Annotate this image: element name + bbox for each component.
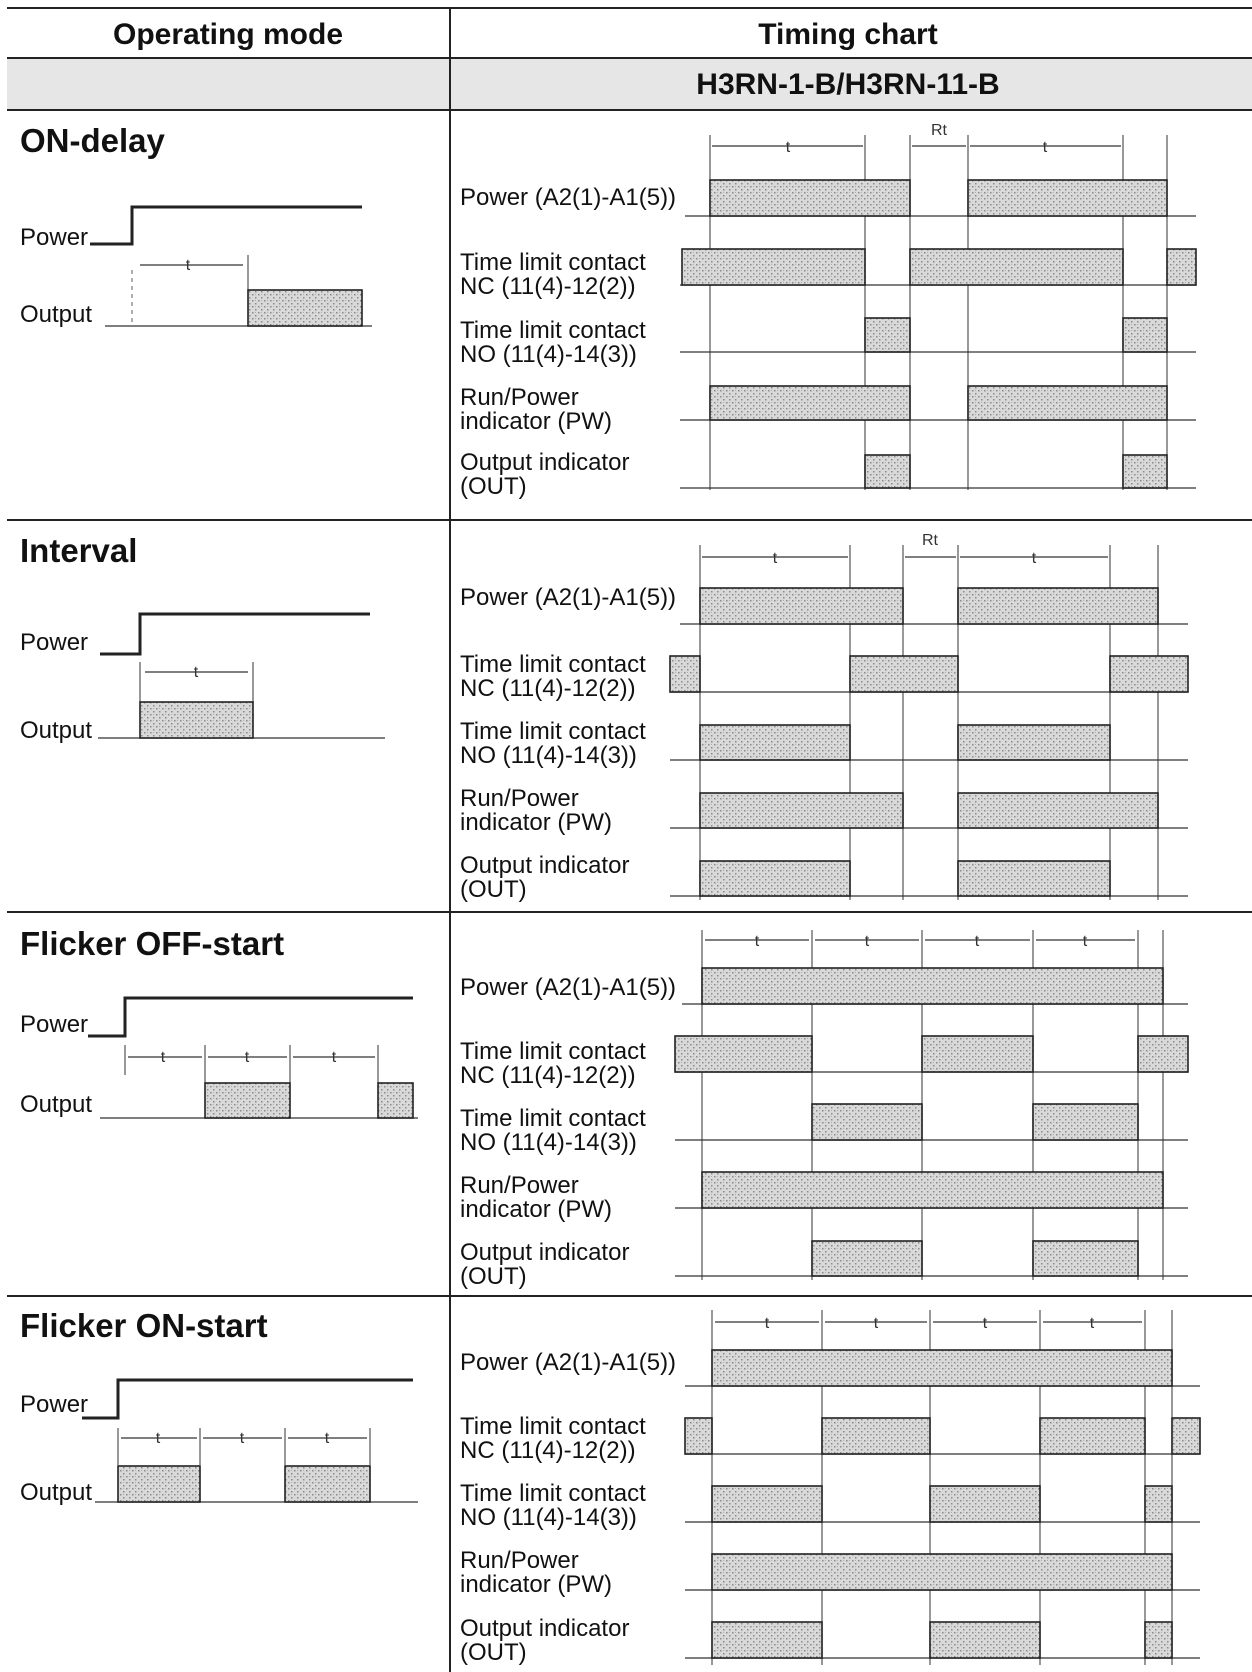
signal-label-out-2: (OUT) — [460, 1639, 527, 1666]
signal-label-nc-2: NC (11(4)-12(2)) — [460, 1062, 636, 1089]
t-label: t — [982, 1315, 988, 1332]
no-pulse — [1145, 1486, 1172, 1522]
rt-label: Rt — [922, 532, 938, 549]
out-pulse — [712, 1622, 822, 1658]
signal-label-pw: Run/Power — [460, 384, 579, 411]
signal-label-pw: Run/Power — [460, 785, 579, 812]
nc-pulse — [822, 1418, 930, 1454]
power-waveform — [82, 1380, 413, 1418]
power-waveform — [88, 998, 413, 1036]
signal-label-out: Output indicator — [460, 449, 630, 476]
signal-label-power: Power (A2(1)-A1(5)) — [460, 974, 677, 1001]
t-label: t — [764, 1315, 770, 1332]
power-pulse — [700, 588, 903, 624]
mode-title: Interval — [20, 532, 138, 569]
rt-label: Rt — [931, 122, 947, 139]
power-waveform — [100, 614, 370, 654]
t-label: t — [1031, 550, 1037, 567]
signal-label-no-2: NO (11(4)-14(3)) — [460, 1504, 637, 1531]
output-label: Output — [20, 301, 93, 328]
pw-pulse — [702, 1172, 1163, 1208]
signal-label-nc: Time limit contact — [460, 249, 646, 276]
timing-labels — [460, 184, 676, 500]
power-pulse — [712, 1350, 1172, 1386]
signal-label-nc: Time limit contact — [460, 1413, 646, 1440]
out-pulse — [865, 455, 910, 488]
output-label: Output — [20, 1091, 93, 1118]
t-label: t — [239, 1430, 245, 1447]
t-label: t — [754, 933, 760, 950]
power-label: Power — [20, 224, 89, 251]
signal-label-out: Output indicator — [460, 1615, 630, 1642]
mode-interval — [20, 532, 1188, 903]
power-pulse — [702, 968, 1163, 1004]
mode-title: ON-delay — [20, 122, 165, 159]
signal-label-power: Power (A2(1)-A1(5)) — [460, 584, 677, 611]
output-pulse — [378, 1083, 413, 1118]
t-label: t — [772, 550, 778, 567]
nc-pulse — [922, 1036, 1033, 1072]
mode-title: Flicker ON-start — [20, 1307, 268, 1344]
nc-pulse — [685, 1418, 712, 1454]
output-label: Output — [20, 717, 93, 744]
signal-label-no-2: NO (11(4)-14(3)) — [460, 742, 637, 769]
power-pulse — [958, 588, 1158, 624]
t-label: t — [160, 1049, 166, 1066]
out-pulse — [1123, 455, 1167, 488]
signal-label-pw: Run/Power — [460, 1547, 579, 1574]
timing-labels — [460, 584, 676, 903]
mode-title: Flicker OFF-start — [20, 925, 285, 962]
pw-pulse — [710, 386, 910, 420]
output-label: Output — [20, 1479, 93, 1506]
no-pulse — [1123, 318, 1167, 352]
signal-label-nc: Time limit contact — [460, 1038, 646, 1065]
mode-on-delay — [20, 122, 1196, 500]
out-pulse — [700, 861, 850, 896]
signal-label-pw-2: indicator (PW) — [460, 1571, 613, 1598]
power-label: Power — [20, 1011, 89, 1038]
signal-label-power: Power (A2(1)-A1(5)) — [460, 184, 677, 211]
output-pulse — [140, 702, 253, 738]
signal-label-no: Time limit contact — [460, 1105, 646, 1132]
t-label: t — [185, 257, 191, 274]
signal-label-no: Time limit contact — [460, 1480, 646, 1507]
output-pulse — [285, 1466, 370, 1502]
timing-labels — [460, 974, 676, 1290]
t-label: t — [785, 139, 791, 156]
no-pulse — [712, 1486, 822, 1522]
out-pulse — [958, 861, 1110, 896]
out-pulse — [812, 1241, 922, 1276]
pw-pulse — [712, 1554, 1172, 1590]
output-pulse — [205, 1083, 290, 1118]
t-label: t — [864, 933, 870, 950]
t-label: t — [244, 1049, 250, 1066]
nc-pulse — [850, 656, 958, 692]
no-pulse — [700, 725, 850, 760]
t-label: t — [155, 1430, 161, 1447]
t-label: t — [1089, 1315, 1095, 1332]
out-pulse — [930, 1622, 1040, 1658]
nc-pulse — [1138, 1036, 1188, 1072]
nc-pulse — [910, 249, 1123, 285]
power-pulse — [968, 180, 1167, 216]
signal-label-nc-2: NC (11(4)-12(2)) — [460, 675, 636, 702]
pw-pulse — [700, 793, 903, 828]
output-pulse — [248, 290, 362, 326]
t-label: t — [1082, 933, 1088, 950]
model-header: H3RN-1-B/H3RN-11-B — [696, 68, 1000, 101]
t-label: t — [873, 1315, 879, 1332]
subheader-band — [7, 58, 1252, 110]
nc-pulse — [1167, 249, 1196, 285]
t-label: t — [193, 664, 199, 681]
signal-label-pw-2: indicator (PW) — [460, 809, 613, 836]
signal-label-no-2: NO (11(4)-14(3)) — [460, 341, 637, 368]
nc-pulse — [1110, 656, 1188, 692]
power-label: Power — [20, 629, 89, 656]
out-pulse — [1033, 1241, 1138, 1276]
pw-pulse — [958, 793, 1158, 828]
signal-label-no-2: NO (11(4)-14(3)) — [460, 1129, 637, 1156]
no-pulse — [958, 725, 1110, 760]
t-label: t — [974, 933, 980, 950]
timing-labels — [460, 1349, 676, 1666]
column-header-timing-chart: Timing chart — [758, 18, 938, 51]
power-label: Power — [20, 1391, 89, 1418]
no-pulse — [930, 1486, 1040, 1522]
nc-pulse — [1040, 1418, 1145, 1454]
no-pulse — [812, 1104, 922, 1140]
nc-pulse — [675, 1036, 812, 1072]
t-label: t — [324, 1430, 330, 1447]
signal-label-pw-2: indicator (PW) — [460, 1196, 613, 1223]
pw-pulse — [968, 386, 1167, 420]
power-pulse — [710, 180, 910, 216]
signal-label-out: Output indicator — [460, 852, 630, 879]
signal-label-nc-2: NC (11(4)-12(2)) — [460, 1437, 636, 1464]
mode-flicker-on-start — [20, 1307, 1200, 1666]
power-waveform — [90, 207, 362, 244]
signal-label-nc-2: NC (11(4)-12(2)) — [460, 273, 636, 300]
t-label: t — [331, 1049, 337, 1066]
signal-label-out-2: (OUT) — [460, 876, 527, 903]
signal-label-power: Power (A2(1)-A1(5)) — [460, 1349, 677, 1376]
no-pulse — [865, 318, 910, 352]
no-pulse — [1033, 1104, 1138, 1140]
out-pulse — [1145, 1622, 1172, 1658]
signal-label-no: Time limit contact — [460, 317, 646, 344]
t-label: t — [1042, 139, 1048, 156]
signal-label-out-2: (OUT) — [460, 1263, 527, 1290]
column-header-operating-mode: Operating mode — [112, 18, 344, 51]
nc-pulse — [682, 249, 865, 285]
output-pulse — [118, 1466, 200, 1502]
signal-label-nc: Time limit contact — [460, 651, 646, 678]
signal-label-pw: Run/Power — [460, 1172, 579, 1199]
signal-label-pw-2: indicator (PW) — [460, 408, 613, 435]
signal-label-out: Output indicator — [460, 1239, 630, 1266]
nc-pulse — [1172, 1418, 1200, 1454]
mode-flicker-off-start — [20, 925, 1188, 1290]
nc-pulse — [670, 656, 700, 692]
signal-label-no: Time limit contact — [460, 718, 646, 745]
signal-label-out-2: (OUT) — [460, 473, 527, 500]
